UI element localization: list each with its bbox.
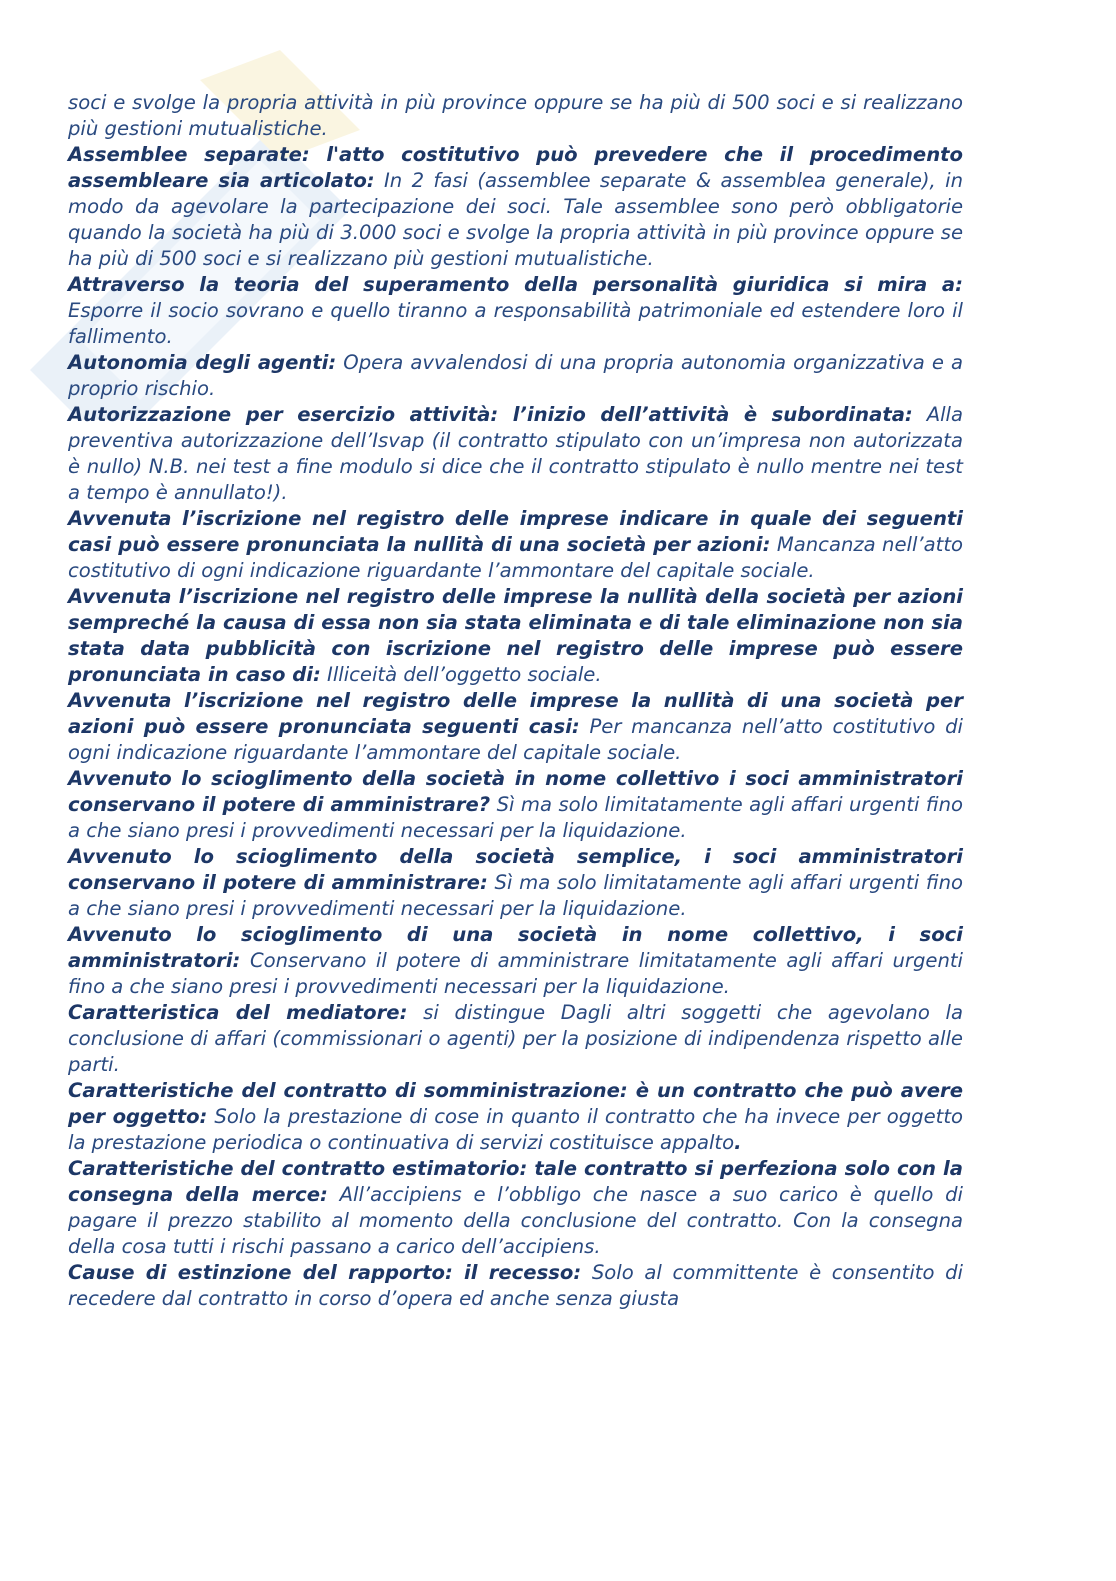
- question: Attraverso la teoria del superamento della personalità giuridica si mira a:: [68, 273, 963, 296]
- answer: Sì ma solo limitatamente agli affari urgenti fino a che siano presi i provvedimenti necessari per la liquidazione.: [68, 871, 963, 920]
- question: Caratteristiche del contratto di somministrazione: è un contratto che può avere per oggetto:: [68, 1079, 963, 1128]
- answer: si distingue Dagli altri soggetti che agevolano la conclusione di affari (commissionari o agenti) per la posizione di indipendenza rispetto alle parti.: [68, 1001, 963, 1076]
- answer: Esporre il socio sovrano e quello tiranno a responsabilità patrimoniale ed estendere loro il fallimento.: [68, 299, 963, 348]
- answer: Solo al committente è consentito di recedere dal contratto in corso d’opera ed anche senza giusta: [68, 1261, 963, 1310]
- list-item: [68, 142, 963, 272]
- lead-paragraph: [68, 90, 963, 142]
- list-item: [68, 584, 963, 688]
- list-item: [68, 688, 963, 766]
- question: Avvenuto lo scioglimento della società in nome collettivo i soci amministratori conservano il potere di amministrare?: [68, 767, 963, 816]
- answer-tail: .: [734, 1131, 742, 1154]
- answer: Mancanza nell’atto costitutivo di ogni indicazione riguardante l’ammontare del capitale sociale.: [68, 533, 963, 582]
- answer: Sì ma solo limitatamente agli affari urgenti fino a che siano presi i provvedimenti necessari per la liquidazione.: [68, 793, 963, 842]
- answer: Conservano il potere di amministrare limitatamente agli affari urgenti fino a che siano presi i provvedimenti necessari per la liquidazione.: [68, 949, 963, 998]
- question: Autonomia degli agenti:: [68, 351, 337, 374]
- answer: Solo la prestazione di cose in quanto il contratto che ha invece per oggetto la prestazione periodica o continuativa di servizi costituisce appalto: [68, 1105, 963, 1154]
- answer: All’accipiens e l’obbligo che nasce a suo carico è quello di pagare il prezzo stabilito al momento della conclusione del contratto. Con la consegna della cosa tutti i rischi passano a carico dell’accipiens.: [68, 1183, 963, 1258]
- question: Avvenuta l’iscrizione nel registro delle imprese indicare in quale dei seguenti casi può essere pronunciata la nullità di una società per azioni:: [68, 507, 963, 556]
- lead-text: soci e svolge la propria attività in più province oppure se ha più di 500 soci e si realizzano più gestioni mutualistiche.: [68, 91, 963, 140]
- question: Avvenuto lo scioglimento di una società in nome collettivo, i soci amministratori:: [68, 923, 963, 972]
- list-item: [68, 1260, 963, 1312]
- list-item: [68, 1156, 963, 1260]
- answer: Illiceità dell’oggetto sociale.: [320, 663, 602, 686]
- question: Avvenuta l’iscrizione nel registro delle imprese la nullità di una società per azioni può essere pronunciata seguenti casi:: [68, 689, 963, 738]
- answer: In 2 fasi (assemblee separate & assemblea generale), in modo da agevolare la partecipazione dei soci. Tale assemblee sono però obbligatorie quando la società ha più di 3.000 soci e svolge la propria attività in più province oppure se ha più di 500 soci e si realizzano più gestioni mutualistiche.: [68, 169, 963, 270]
- answer: Per mancanza nell’atto costitutivo di ogni indicazione riguardante l’ammontare del capitale sociale.: [68, 715, 963, 764]
- list-item: [68, 1000, 963, 1078]
- answer: Alla preventiva autorizzazione dell’Isvap (il contratto stipulato con un’impresa non autorizzata è nullo) N.B. nei test a fine modulo si dice che il contratto stipulato è nullo mentre nei test a tempo è annullato!).: [68, 403, 963, 504]
- question: Caratteristica del mediatore:: [68, 1001, 408, 1024]
- question: Avvenuto lo scioglimento della società semplice, i soci amministratori conservano il potere di amministrare:: [68, 845, 963, 894]
- list-item: [68, 1078, 963, 1156]
- list-item: [68, 922, 963, 1000]
- question: Caratteristiche del contratto estimatorio: tale contratto si perfeziona solo con la consegna della merce:: [68, 1157, 963, 1206]
- question: Cause di estinzione del rapporto: il recesso:: [68, 1261, 582, 1284]
- list-item: [68, 272, 963, 350]
- list-item: [68, 506, 963, 584]
- answer: Opera avvalendosi di una propria autonomia organizzativa e a proprio rischio.: [68, 351, 964, 400]
- question: Avvenuta l’iscrizione nel registro delle imprese la nullità della società per azioni sempreché la causa di essa non sia stata eliminata e di tale eliminazione non sia stata data pubblicità con iscrizione nel registro delle imprese può essere pronunciata in caso di:: [68, 585, 963, 686]
- list-item: [68, 766, 963, 844]
- list-item: [68, 350, 963, 402]
- list-item: [68, 844, 963, 922]
- document-body: [68, 90, 963, 1312]
- list-item: [68, 402, 963, 506]
- question: Autorizzazione per esercizio attività: l’inizio dell’attività è subordinata:: [68, 403, 913, 426]
- question: Assemblee separate: l'atto costitutivo può prevedere che il procedimento assembleare sia articolato:: [68, 143, 963, 192]
